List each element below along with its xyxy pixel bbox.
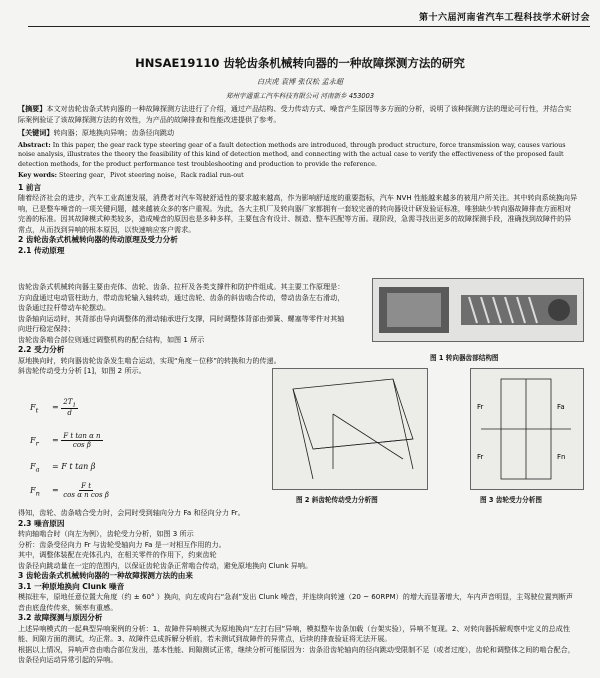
section-3-2-para-2: 根据以上情况，异响声音由啮合部位发出，基本性能、间隙测试正常，继续分析可能原因为：齿条沿齿轮轴向的径向跳动受限制不足（或者过度），齿轮和调整体之间的啮合配合，齿条径向运动异常引起的异响。 [18, 644, 575, 664]
section-2-3-title: 2.3 噪音原因 [18, 518, 65, 528]
section-2-2-title: 2.2 受力分析 [18, 345, 65, 354]
keywords-cn-text: 转向器；原地换向异响；齿条径向跳动 [53, 128, 175, 137]
abstract-cn-label: 【摘要】 [18, 104, 47, 113]
keywords-en [18, 171, 578, 181]
keywords-en-label: Key words: [18, 171, 57, 180]
label-fr-bottom: Fr [477, 453, 484, 461]
section-2-1-title: 2.1 传动原理 [18, 245, 65, 255]
force-line-2 [393, 379, 413, 469]
section-2-3-para-1: 转向轴啮合时（向左为例），齿轮受力分析，如图 3 所示 [18, 529, 194, 538]
pinion-detail [387, 293, 441, 327]
helical-gear-force-diagram [273, 369, 427, 489]
section-2-1-para-1: 齿轮齿条式机械转向器主要由壳体、齿轮、齿条、拉杆及各类支撑件和防护件组成。其主要工作原理是：方向盘通过电动管柱助力，带动齿轮输入轴转动，通过齿轮、齿条的斜齿啮合传动，带动齿条左右滑动，齿条通过拉杆带动车轮摆动。 [18, 282, 345, 312]
abstract-cn-text: 本文对齿轮齿条式转向器的一种故障探测方法进行了介绍，通过产品结构、受力传动方式、噪音产生原因等多方面的分析，说明了该种探测方法的理论可行性，并结合实际案例验证了该故障探测方法的有效性，为产品的故障排查和性能改进提供了参考。 [18, 104, 572, 124]
paper-affiliation: 郑州宇通重工汽车科技有限公司 河南新乡 453003 [225, 92, 375, 100]
equation-ft: $F_t$ = $\frac{2T_1}{d}$ [30, 398, 77, 418]
section-3-2-title: 3.2 故障探测与原因分析 [18, 613, 103, 622]
section-2-2-para-2: 斜齿轮传动受力分析 [1]，如图 2 所示。 [18, 366, 146, 375]
section-2-title: 2 齿轮齿条式机械转向器的传动原理及受力分析 [18, 235, 178, 245]
figure-3-image [470, 368, 584, 490]
equation-fn: $F_n$ = $\frac{\text{F t}}{\text{cos α n cos β}}$ [30, 482, 109, 499]
label-fr-left: Fr [477, 403, 484, 411]
steering-rack-illustration [373, 279, 583, 341]
figure-3-caption: 图 3 齿轮受力分析图 [480, 496, 542, 504]
paper-title: HNSAE19110 齿轮齿条机械转向器的一种故障探测方法的研究 [135, 56, 465, 70]
force-vector [333, 414, 403, 459]
keywords-cn [18, 128, 578, 139]
figure-1-image [372, 278, 584, 342]
figure-1-caption: 图 1 转向器齿部结构图 [430, 354, 499, 362]
figure-2-image [272, 368, 428, 490]
abstract-en-text: In this paper, the gear rack type steering gear of a fault detection methods are introduced, through product structure, force transmission way, causes various noise analysis, illustrates the theory the feasibility of this kind of detection method, and connecting with the actual case to verify the effectiveness of the proposed fault detection methods, for the product performance test troubleshooting and production to provide the reference. [18, 140, 566, 168]
equation-fr: $F_r$ = $\frac{\text{F t tan α n}}{\text{cos β}}$ [30, 432, 101, 449]
abstract-cn [18, 104, 578, 125]
keywords-cn-label: 【关键词】 [18, 128, 54, 137]
section-3-1-title: 3.1 一种原地换向 Clunk 噪音 [18, 581, 125, 591]
label-fa: Fa [557, 403, 565, 411]
section-2-3-para-2: 分析：齿条受径向力 Fr 与齿轮受轴向力 Fa 是一对相互作用的力。 [18, 539, 226, 549]
keywords-en-text: Steering gear，Pivot steering noise，Rack radial run-out [59, 171, 244, 180]
section-2-2-para-1: 原地换向时，转向器齿轮齿条发生啮合运动，实现“角度－位移”的转换和力的传递。 [18, 355, 281, 365]
section-3-1-text: 模拟驻车，原地任意位置大角度（约 ± 60° ）换向，向左或向右“急刹”发出 Clunk 噪音，并连续向转速（20 ~ 60RPM）的增大而显著增大，车内声音明显，主驾驶位置判断声音由底盘传传来，频率有重感。 [18, 592, 573, 612]
section-2-1-para-2: 齿条轴向运动时，其背部由导向调整体的滑动轴承进行支撑，同时调整体背部由弹簧、螺塞等零件对其轴向进行稳定保持； [18, 313, 345, 333]
lower-text-block [18, 508, 578, 666]
header-rule [28, 26, 590, 27]
section-2-3-para-4: 齿条径向跳动量在一定的范围内，以保证齿轮齿条正常啮合传动，避免原地换向 Clunk 异响。 [18, 560, 313, 570]
section-1-text: 随着经济社会的进步，汽车工业高速发展，消费者对汽车驾驶舒适性的要求越来越高，作为影响舒适度的重要指标，汽车 NVH 性能越来越多的被用户所关注。其中转向系统换向异响，已是整车噪音的一项关键问题，越来越被众多的客户重视。为此，各大主机厂及转向器厂家都拥有一套较完善的转向器设计研发验证标准，唯独缺少转向器故障排查方面相对完善的标准。因其故障模式种类较多，造成噪音的原因也是多种多样，主要包含有设计、制造、整车匹配等方面。现阶段，急需寻找出更多的故障探测手段，准确找到故障件的异常点，从而找到异响的根本原因，以快速响应客户需求。 [18, 193, 578, 234]
force-line-3 [313, 439, 413, 449]
left-column [18, 282, 348, 377]
abstract-en [18, 141, 578, 170]
section-3-title: 3 齿轮齿条式机械转向器的一种故障探测方法的由来 [18, 571, 193, 580]
pinion-gear [548, 299, 570, 321]
section-1-title: 1 前言 [18, 182, 42, 192]
section-3-2-para-1: 上述异响模式的一起典型异响案例的分析：1、故障件异响模式为原地换向“左打右回”异响，模拟整车齿条加载（台架实验），异响不复现。2、对转向器拆解观察中定义的总成性能、间隙方面的测试，均正常。3、故障件总成拆解分析前，若未测试到故障件的异常点，后续的排查验证将无法开展。 [18, 623, 570, 643]
equation-fa: $F_a = F$ t tan β [30, 462, 96, 474]
abstract-block [18, 104, 578, 256]
section-2-3-para-3: 其中，调整体装配在壳体孔内，在相关零件的作用下，约束齿轮 [18, 550, 217, 559]
paper-authors: 白庆虎 袁博 张仅松 孟永超 [257, 77, 343, 86]
abstract-en-label: Abstract: [18, 140, 51, 149]
conference-header: 第十六届河南省汽车工程科技学术研讨会 [418, 13, 590, 23]
force-line-1 [293, 389, 313, 479]
gear-force-diagram [471, 369, 583, 489]
after-equations-text: 得知，齿轮、齿条啮合受力时，会同时受到轴向分力 Fa 和径向分力 Fr。 [18, 508, 245, 517]
section-2-1-para-3: 齿轮齿条啮合部位则通过调整机构的配合结构，如图 1 所示 [18, 334, 205, 344]
figure-2-caption: 图 2 斜齿轮传动受力分析图 [296, 496, 378, 504]
label-fn: Fn [557, 453, 566, 461]
